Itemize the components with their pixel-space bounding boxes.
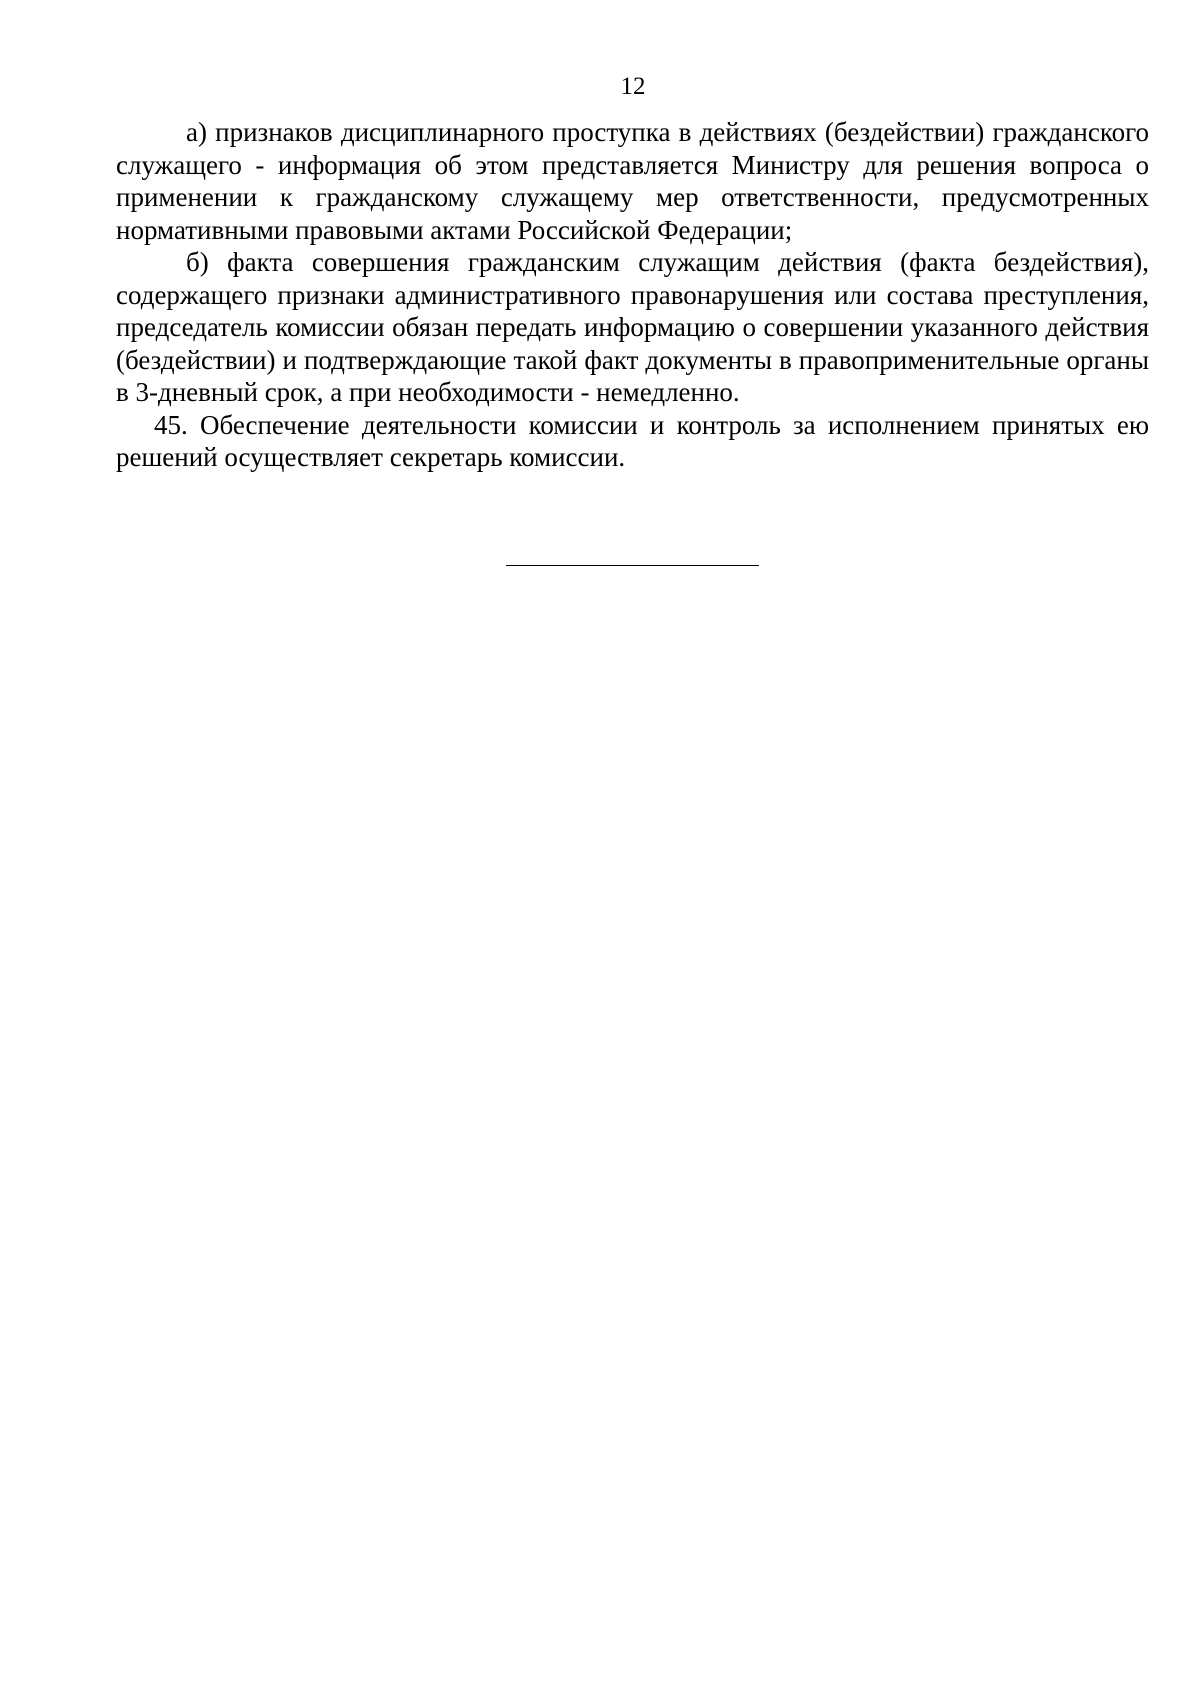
- paragraph-item-a: а) признаков дисциплинарного проступка в действиях (бездействии) гражданского служащего - информация об этом представляется Министру для решения вопроса о применении к гражданскому служащему мер ответственности, предусмотренных нормативными правовыми актами Российской Федерации;: [116, 117, 1149, 245]
- paragraph-item-b: б) факта совершения гражданским служащим действия (факта бездействия), содержащего признаки административного правонарушения или состава преступления, председатель комиссии обязан передать информацию о совершении указанного действия (бездействии) и подтверждающие такой факт документы в правоприменительные органы в 3-дневный срок, а при необходимости - немедленно.: [116, 247, 1149, 407]
- document-body: [116, 116, 1149, 474]
- page-number: 12: [620, 73, 646, 100]
- end-of-document-line: [506, 565, 759, 566]
- paragraph-clause-45: 45. Обеспечение деятельности комиссии и контроль за исполнением принятых ею решений осуществляет секретарь комиссии.: [116, 409, 1149, 472]
